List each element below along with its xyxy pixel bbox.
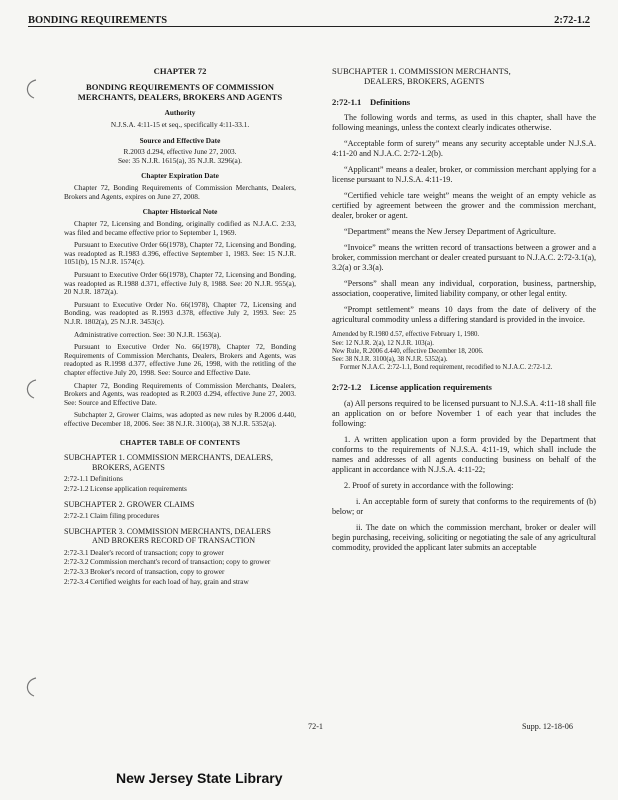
history-note: Subchapter 2, Grower Claims, was adopted as new rules by R.2006 d.440, effective December 18, 2006. See: 38 N.J.R. 3100(a), 38 N.J.R. 5352(a). (64, 410, 296, 429)
authority-text: N.J.S.A. 4:11-15 et seq., specifically 4:11-33.1. (110, 120, 250, 130)
authority-heading: Authority (164, 108, 196, 118)
source-heading: Source and Effective Date (139, 135, 221, 145)
definition-paragraph: The following words and terms, as used in this chapter, shall have the following meanings, unless the context clearly indicates otherwise. (332, 113, 596, 133)
toc-heading: CHAPTER TABLE OF CONTENTS (119, 437, 241, 447)
library-watermark: New Jersey State Library (116, 770, 283, 786)
toc-entry[interactable]: 2:72-3.1 Dealer's record of transaction; copy to grower (64, 547, 224, 557)
history-note: Pursuant to Executive Order 66(1978), Chapter 72, Licensing and Bonding, was readopted as R.1983 d.396, effective September 1, 1983. See: 15 N.J.R. 1051(b), 15 N.J.R. 1574(c). (64, 240, 296, 267)
requirement-paragraph: 1. A written application upon a form provided by the Department that conforms to the requirements of N.J.S.A. 4:11-19, which shall include the names and addresses of all agents conducting business on behalf of the applicant in accordance with N.J.S.A. 4:11-22; (332, 434, 596, 474)
history-note: Chapter 72, Bonding Requirements of Commission Merchants, Dealers, Brokers and Agents, was readopted as R.2003 d.294, effective June 27, 2003. See: Source and Effective Date. (64, 380, 296, 407)
header-section-number: 2:72-1.2 (554, 15, 590, 26)
requirement-paragraph: i. An acceptable form of surety that conforms to the requirements of (b) below; or (332, 496, 596, 516)
definition-paragraph: “Certified vehicle tare weight” means the weight of an empty vehicle as certified by agreement between the grower and the commission merchant, dealer, broker or agent. (332, 191, 596, 221)
definition-paragraph: “Acceptable form of surety” means any security acceptable under N.J.S.A. 4:11-20 and N.J.A.C. 2:72-1.2(b). (332, 139, 596, 159)
supplement-date: Supp. 12-18-06 (522, 722, 573, 731)
definition-paragraph: “Persons” shall mean any individual, corporation, business, partnership, association, cooperative, limited liability company, or other legal entity. (332, 279, 596, 299)
chapter-title: BONDING REQUIREMENTS OF COMMISSION MERCHANTS, DEALERS, BROKERS AND AGENTS (77, 82, 283, 103)
toc-entry[interactable]: 2:72-3.4 Certified weights for each load of hay, grain and straw (64, 576, 249, 586)
running-header (28, 8, 590, 27)
header-title: BONDING REQUIREMENTS (28, 15, 168, 26)
toc-entry[interactable]: 2:72-3.2 Commission merchant's record of transaction; copy to grower (64, 557, 271, 567)
left-column (64, 66, 296, 587)
page-number: 72-1 (308, 722, 324, 731)
toc-entry[interactable]: 2:72-1.1 Definitions (64, 474, 123, 484)
binder-hole-icon (22, 676, 40, 698)
history-note: Administrative correction. See: 30 N.J.R. 1563(a). (74, 329, 222, 339)
chapter-number: CHAPTER 72 (153, 66, 207, 76)
history-note: Chapter 72, Licensing and Bonding, originally codified as N.J.A.C. 2:33, was filed and became effective prior to September 1, 1969. (64, 218, 296, 237)
expiration-heading: Chapter Expiration Date (141, 171, 219, 181)
history-note: Pursuant to Executive Order No. 66(1978), Chapter 72, Bonding Requirements of Commission Merchants, Dealers, Brokers and Agents, was readopted as R.1998 d.377, effective June 26, 1998, with the retitling of the chapter effective July 20, 1998. See: Source and Effective Date. (64, 342, 296, 378)
definition-paragraph: “Applicant” means a dealer, broker, or commission merchant applying for a license pursuant to N.J.S.A. 4:11-19. (332, 165, 596, 185)
source-text: R.2003 d.294, effective June 27, 2003. (123, 147, 237, 157)
toc-subchapter-1: SUBCHAPTER 1. COMMISSION MERCHANTS, DEALERS, BROKERS, AGENTS (64, 453, 273, 472)
history-note: Pursuant to Executive Order No. 66(1978), Chapter 72, Licensing and Bonding, was readopted as R.1993 d.378, effective July 2, 1993. See: 25 N.J.R. 1802(a), 25 N.J.R. 3453(c). (64, 299, 296, 326)
definition-paragraph: “Invoice” means the written record of transactions between a grower and a broker, commission merchant or dealer created pursuant to N.J.A.C. 2:72-3.1(a), 3.2(a) or 3.3(a). (332, 243, 596, 273)
toc-subchapter-3: SUBCHAPTER 3. COMMISSION MERCHANTS, DEALERS AND BROKERS RECORD OF TRANSACTION (64, 526, 271, 546)
history-heading: Chapter Historical Note (142, 207, 218, 217)
requirement-paragraph: (a) All persons required to be licensed pursuant to N.J.S.A. 4:11-18 shall file an application on or before November 1 of each year that includes the following: (332, 398, 596, 428)
toc-entry[interactable]: 2:72-2.1 Claim filing procedures (64, 511, 160, 521)
definition-paragraph: “Prompt settlement” means 10 days from the date of delivery of the agricultural commodity unless a differing standard is provided in the invoice. (332, 305, 596, 325)
toc-subchapter-2: SUBCHAPTER 2. GROWER CLAIMS (64, 499, 195, 509)
history-note: Pursuant to Executive Order 66(1978), Chapter 72, Licensing and Bonding, was readopted as R.1988 d.371, effective July 8, 1988. See: 20 N.J.R. 955(a), 20 N.J.R. 1872(a). (64, 269, 296, 297)
binder-hole-icon (22, 378, 40, 400)
requirement-paragraph: 2. Proof of surety in accordance with the following: (344, 480, 514, 490)
requirement-paragraph: ii. The date on which the commission merchant, broker or dealer will begin purchasing, receiving, soliciting or negotiating the sale of any agricultural commodity, provided the applicant later submits an acceptable (332, 522, 596, 552)
subchapter-heading: SUBCHAPTER 1. COMMISSION MERCHANTS, DEALERS, BROKERS, AGENTS (332, 66, 511, 87)
expiration-text: Chapter 72, Bonding Requirements of Commission Merchants, Dealers, Brokers and Agents, expires on June 27, 2008. (64, 183, 296, 201)
toc-entry[interactable]: 2:72-3.3 Broker's record of transaction, copy to grower (64, 567, 225, 577)
toc-entry[interactable]: 2:72-1.2 License application requirements (64, 484, 187, 494)
right-column (332, 66, 596, 559)
source-see: See: 35 N.J.R. 1615(a), 35 N.J.R. 3296(a). (117, 155, 243, 165)
binder-hole-icon (22, 78, 40, 100)
definition-paragraph: “Department” means the New Jersey Department of Agriculture. (344, 227, 556, 237)
amendment-notes: Amended by R.1980 d.57, effective February 1, 1980. See: 12 N.J.R. 2(a), 12 N.J.R. 103(a). New Rule, R.2006 d.440, effective December 18, 2006. See: 38 N.J.R. 3100(a), 38 N.J.R. 5352(a). Former N.J.A.C. 2:72-1.1, Bond requirement, recodified to N.J.A.C. 2:72-1.2. (332, 331, 553, 372)
section-heading-definitions: 2:72-1.1 Definitions (332, 96, 411, 107)
section-heading-license: 2:72-1.2 License application requirements (332, 382, 492, 393)
